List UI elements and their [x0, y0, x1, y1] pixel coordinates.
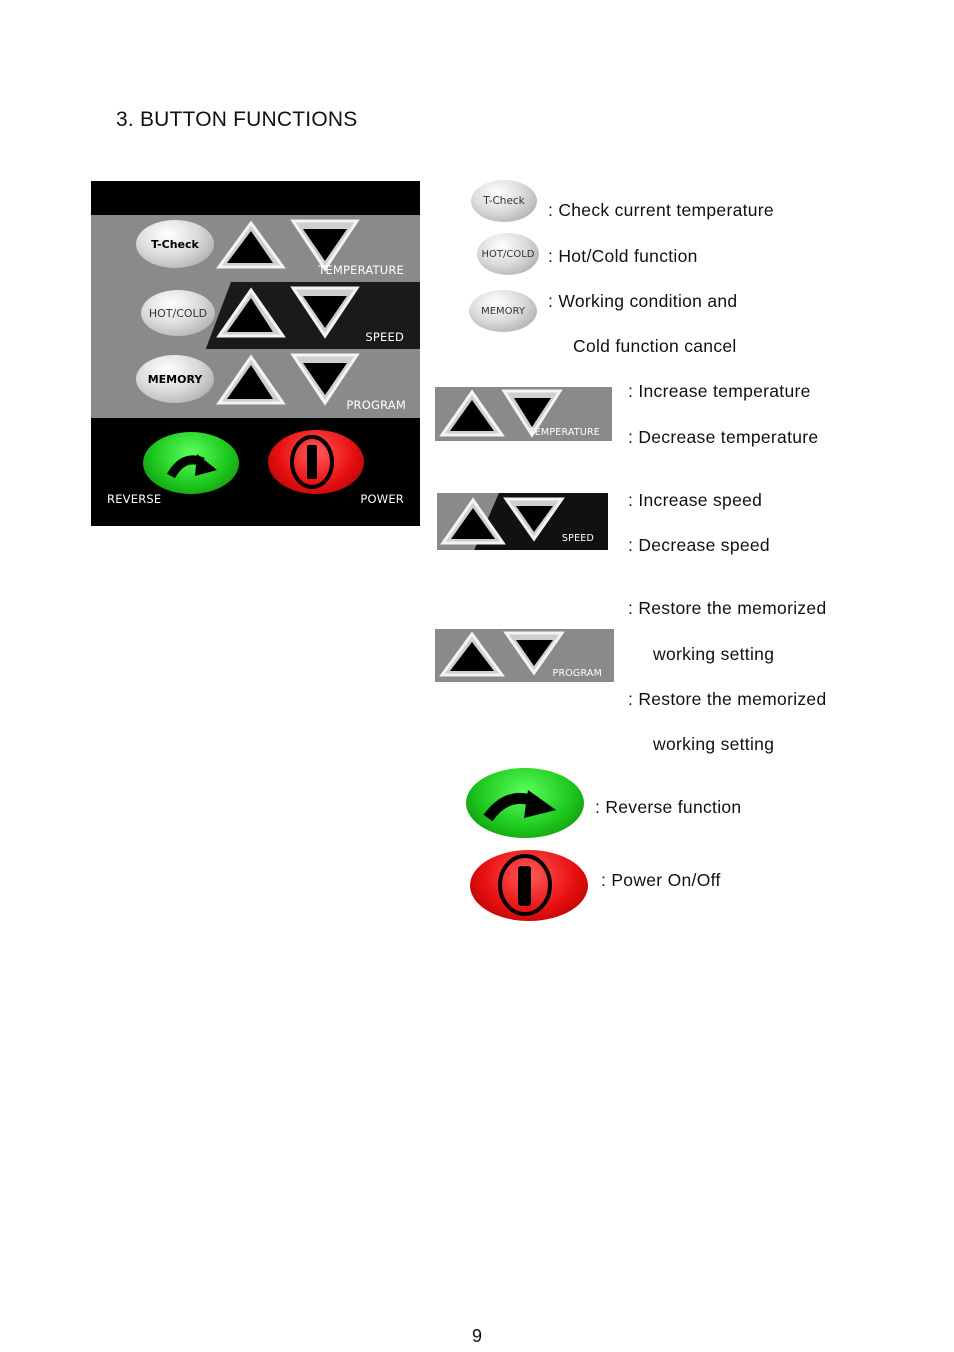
- reverse-arrow-icon: [143, 432, 239, 494]
- legend-speed-up-icon: [440, 497, 506, 545]
- legend-speed-down-icon: [503, 497, 565, 541]
- reverse-button[interactable]: [143, 432, 239, 494]
- control-panel: [91, 181, 420, 526]
- reverse-label: REVERSE: [107, 492, 162, 506]
- temperature-row: [91, 215, 420, 282]
- memory-description-line1: : Working condition and: [548, 291, 738, 311]
- page-number: 9: [471, 1326, 482, 1346]
- legend-power-button: [470, 850, 588, 921]
- temp-up-description: : Increase temperature: [628, 381, 811, 401]
- program-label: PROGRAM: [346, 398, 406, 412]
- speed-up-description: : Increase speed: [628, 490, 763, 510]
- memory-description-line2: Cold function cancel: [573, 336, 737, 356]
- tcheck-description: : Check current temperature: [548, 200, 774, 220]
- legend-memory-button: MEMORY: [469, 290, 537, 332]
- legend-temperature-strip: [435, 387, 612, 441]
- page-heading: 3. BUTTON FUNCTIONS: [116, 108, 358, 131]
- legend-power-icon: [470, 850, 588, 921]
- program-up-description-line2: working setting: [653, 644, 775, 664]
- speed-up-icon[interactable]: [215, 286, 287, 338]
- legend-program-up-icon: [439, 631, 505, 677]
- legend-program-strip: [435, 629, 614, 682]
- power-label: POWER: [360, 492, 404, 506]
- temperature-label: TEMPERATURE: [318, 263, 404, 277]
- legend-hotcold-button: HOT/COLD: [477, 233, 539, 275]
- program-up-icon[interactable]: [215, 353, 287, 405]
- tcheck-button[interactable]: T-Check: [136, 220, 214, 268]
- hotcold-button[interactable]: HOT/COLD: [141, 290, 215, 336]
- power-button[interactable]: [268, 430, 364, 494]
- program-up-description-line1: : Restore the memorized: [628, 598, 827, 618]
- program-row: [91, 349, 420, 418]
- power-description: : Power On/Off: [601, 870, 721, 890]
- legend-temperature-label: TEMPERATURE: [528, 427, 600, 438]
- power-icon: [268, 430, 364, 494]
- legend-speed-label: SPEED: [561, 533, 594, 544]
- reverse-description: : Reverse function: [595, 797, 742, 817]
- speed-down-icon[interactable]: [289, 286, 361, 338]
- power-row: [91, 418, 420, 526]
- temp-down-description: : Decrease temperature: [628, 427, 819, 447]
- hotcold-description: : Hot/Cold function: [548, 246, 698, 266]
- legend-reverse-arrow-icon: [466, 768, 584, 838]
- memory-button[interactable]: MEMORY: [136, 355, 214, 403]
- speed-label: SPEED: [365, 330, 404, 344]
- legend-temperature-up-icon: [439, 389, 505, 437]
- speed-row: [91, 282, 420, 349]
- temperature-up-icon[interactable]: [215, 219, 287, 269]
- program-down-description-line1: : Restore the memorized: [628, 689, 827, 709]
- legend-tcheck-button: T-Check: [471, 180, 537, 222]
- speed-down-description: : Decrease speed: [628, 535, 770, 555]
- legend-reverse-button: [466, 768, 584, 838]
- legend-program-label: PROGRAM: [552, 668, 602, 679]
- legend-speed-strip: [437, 493, 608, 550]
- program-down-description-line2: working setting: [653, 734, 775, 754]
